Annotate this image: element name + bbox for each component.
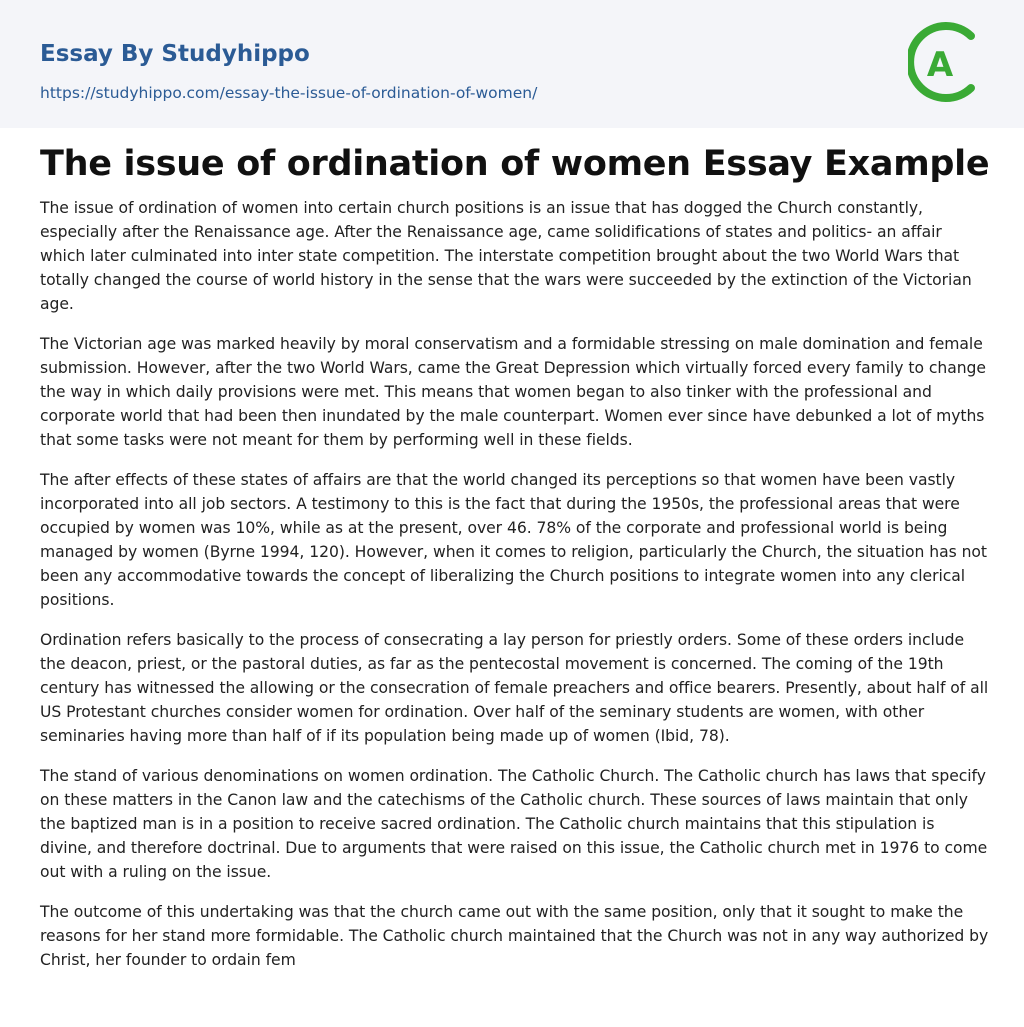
paragraph: The after effects of these states of affairs are that the world changed its perceptions so that women have been vastly incorporated into all job sectors. A testimony to this is the fact that during the 1950s, the professional areas that were occupied by women was 10%, while as at the present, over 46. 78% of the corporate and professional world is being managed by women (Byrne 1994, 120). However, when it comes to religion, particularly the Church, the situation has not been any accommodative towards the concept of liberalizing the Church positions to integrate women into any clerical positions. xyxy=(40,471,987,609)
paragraph: Ordination refers basically to the process of consecrating a lay person for priestly orders. Some of these orders include the deacon, priest, or the pastoral duties, as far as the pentecostal movement is concerned. The coming of the 19th century has witnessed the allowing or the consecration of female preachers and office bearers. Presently, about half of all US Protestant churches consider women for ordination. Over half of the seminary students are women, with other seminaries having more than half of if its population being made up of women (Ibid, 78). xyxy=(40,631,989,745)
paragraph: The outcome of this undertaking was that the church came out with the same position, only that it sought to make the reasons for her stand more formidable. The Catholic church maintained that the Church was not in any way authorized by Christ, her founder to ordain fem xyxy=(40,903,989,969)
paragraph: The issue of ordination of women into certain church positions is an issue that has dogged the Church constantly, especially after the Renaissance age. After the Renaissance age, came solidifications of states and politics- an affair which later culminated into inter state competition. The interstate competition brought about the two World Wars that totally changed the course of world history in the sense that the wars were succeeded by the extinction of the Victorian age. xyxy=(40,199,972,313)
paragraph: The stand of various denominations on women ordination. The Catholic Church. The Catholic church has laws that specify on these matters in the Canon law and the catechisms of the Catholic church. These sources of laws maintain that only the baptized man is in a position to receive sacred ordination. The Catholic church maintains that this stipulation is divine, and therefore doctrinal. Due to arguments that were raised on this issue, the Catholic church met in 1976 to come out with a ruling on the issue. xyxy=(40,767,988,881)
essay-body xyxy=(40,196,990,988)
site-header xyxy=(0,0,1024,128)
page-url-link[interactable]: https://studyhippo.com/essay-the-issue-of-ordination-of-women/ xyxy=(40,84,538,102)
studyhippo-logo-icon[interactable] xyxy=(908,18,988,106)
paragraph: The Victorian age was marked heavily by moral conservatism and a formidable stressing on male domination and female submission. However, after the two World Wars, came the Great Depression which virtually forced every family to change the way in which daily provisions were met. This means that women began to also tinker with the professional and corporate world that had been then inundated by the male counterpart. Women ever since have debunked a lot of myths that some tasks were not meant for them by performing well in these fields. xyxy=(40,335,986,449)
logo-letter: A xyxy=(926,45,954,85)
site-title[interactable]: Essay By Studyhippo xyxy=(40,41,310,67)
page-title: The issue of ordination of women Essay Example xyxy=(40,144,990,184)
